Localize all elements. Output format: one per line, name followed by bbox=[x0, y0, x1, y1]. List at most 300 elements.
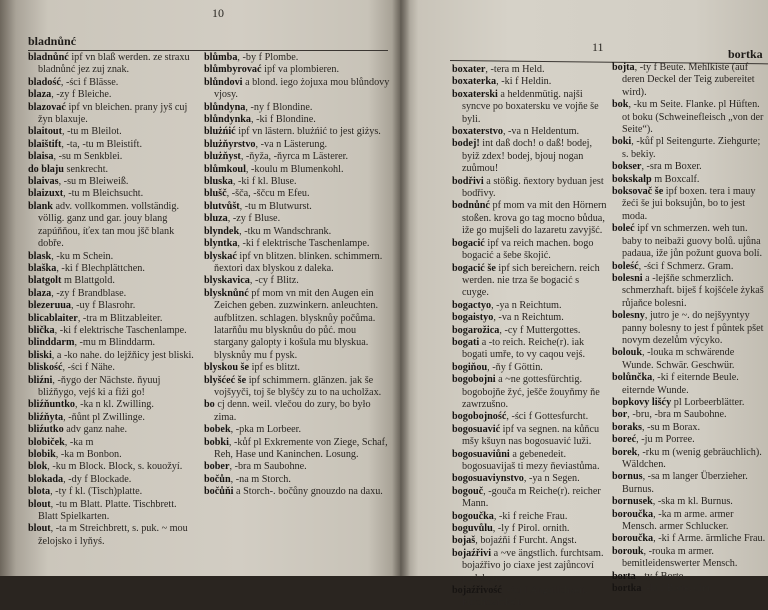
dictionary-entry bbox=[28, 337, 196, 349]
dictionary-entry bbox=[204, 52, 390, 64]
entry-headword: bogarožica bbox=[452, 324, 500, 336]
entry-definition: a heldenmütig. najši syncve po boxatersku ve vojňe še byli. bbox=[462, 88, 599, 125]
entry-definition: , -šča, -ščcu m Efeu. bbox=[226, 188, 310, 200]
entry-definition: , -va n Lästerung. bbox=[255, 138, 328, 150]
entry-headword: bliźni bbox=[28, 374, 53, 386]
left-page bbox=[0, 0, 400, 576]
entry-headword: blazovać bbox=[28, 101, 66, 113]
entry-definition: , -tra m Blitzableiter. bbox=[77, 312, 163, 324]
entry-definition: a -to reich. Reiche(r). iak bogati umře, to vy caqou vejś. bbox=[462, 336, 586, 361]
entry-definition: cj denn. weil. vlečou do zury, bo było zima. bbox=[214, 399, 371, 423]
entry-definition: ipf vn blitzen. blinken. schimmern. ňextori dax blyskou z daleka. bbox=[214, 250, 383, 274]
entry-definition: , -na m Storch. bbox=[230, 473, 291, 485]
entry-definition: ipf schimmern. glänzen. jak še vojšyyči, toj še blyšćy zu to na ucholžax. bbox=[214, 374, 382, 398]
entry-headword: blicablaiter bbox=[28, 312, 78, 324]
dictionary-entry bbox=[204, 226, 390, 238]
entry-definition: , -ny f Blondine. bbox=[245, 101, 313, 113]
dictionary-entry bbox=[28, 275, 196, 287]
entry-headword: bogaistyo bbox=[452, 312, 494, 324]
entry-definition: , -su m Bleiweiß. bbox=[58, 176, 129, 188]
dictionary-entry bbox=[204, 151, 390, 163]
dictionary-entry bbox=[28, 362, 196, 374]
right-guide-word: bortka bbox=[728, 47, 763, 61]
entry-definition: , -kůf pl Seitengurte. Ziehgurte; s. bekiy. bbox=[622, 136, 761, 160]
entry-definition: , -dy f Blockade. bbox=[63, 473, 132, 485]
entry-headword: boroučka bbox=[612, 508, 654, 520]
dictionary-entry bbox=[28, 412, 196, 424]
entry-headword: bliźňuntko bbox=[28, 399, 75, 411]
entry-headword: blobik bbox=[28, 449, 56, 460]
entry-headword: blaisa bbox=[28, 151, 54, 163]
entry-definition: , -ta, -tu m Bleistift. bbox=[61, 138, 143, 150]
entry-definition: ipf va segnen. na kůňcu mšy kšuyn nas bogosuavić luži. bbox=[462, 423, 600, 448]
entry-definition: a stößig. ňextory byduan jest bodřivy. bbox=[462, 175, 604, 200]
dictionary-entry bbox=[452, 89, 608, 126]
dictionary-entry bbox=[28, 126, 196, 138]
entry-headword: bodej! bbox=[452, 138, 480, 150]
entry-headword: boreć bbox=[612, 434, 637, 446]
dictionary-entry bbox=[612, 546, 768, 571]
entry-definition: , -ki f reiche Frau. bbox=[493, 510, 568, 522]
entry-definition: , -bra m Saubohne. bbox=[229, 461, 307, 473]
dictionary-entry bbox=[28, 77, 196, 89]
entry-definition: , -zy f Bleiche. bbox=[51, 89, 112, 101]
entry-headword: bober bbox=[204, 461, 230, 473]
dictionary-entry bbox=[612, 447, 768, 472]
entry-headword: bliźňyta bbox=[28, 411, 64, 423]
entry-definition: , -ści f Ängstlichkeit. Furchtsamkeit. bbox=[462, 585, 588, 609]
dictionary-entry bbox=[204, 238, 390, 250]
entry-definition: , -ki f Blondine. bbox=[251, 114, 316, 126]
right-column-2 bbox=[612, 62, 768, 595]
dictionary-entry bbox=[204, 114, 390, 126]
entry-headword: blyndek bbox=[204, 225, 240, 237]
entry-headword: boxaterstvo bbox=[452, 126, 503, 138]
entry-definition: , -tera m Held. bbox=[485, 64, 545, 75]
entry-headword: blůmba bbox=[204, 52, 238, 63]
entry-definition: ipf sich bereichern. reich werden. nie trza še bogacić s cuyge. bbox=[462, 262, 600, 299]
entry-headword: bliski bbox=[28, 349, 52, 361]
entry-headword: bliskość bbox=[28, 362, 63, 374]
dictionary-entry bbox=[452, 449, 608, 474]
dictionary-entry bbox=[28, 52, 196, 77]
dictionary-entry bbox=[28, 188, 196, 200]
dictionary-entry bbox=[204, 362, 390, 374]
dictionary-entry bbox=[612, 186, 768, 223]
entry-definition: , -cy f Muttergottes. bbox=[499, 324, 581, 336]
entry-definition: , -by f Plombe. bbox=[237, 52, 299, 63]
entry-headword: boksovač še bbox=[612, 186, 664, 198]
entry-headword: bokser bbox=[612, 161, 642, 173]
dictionary-entry bbox=[28, 499, 196, 524]
entry-definition: ipf va reich machen. bogo bogacić a šebe škojić. bbox=[462, 237, 594, 262]
dictionary-entry bbox=[204, 474, 390, 486]
entry-definition: adv ganz nahe. bbox=[63, 424, 128, 436]
entry-headword: bobki bbox=[204, 436, 229, 448]
entry-definition: , -tu m Blutwurst. bbox=[239, 200, 312, 212]
dictionary-entry bbox=[28, 102, 196, 127]
entry-definition: ipf va plombieren. bbox=[261, 64, 340, 76]
entry-headword: blůmkoul bbox=[204, 163, 246, 175]
entry-headword: blušč bbox=[204, 188, 227, 200]
entry-headword: blůndovi bbox=[204, 76, 243, 88]
entry-headword: blank bbox=[28, 200, 53, 212]
dictionary-entry bbox=[452, 511, 608, 523]
entry-definition: , -ty f Borte. bbox=[635, 570, 686, 582]
dictionary-entry bbox=[204, 139, 390, 151]
entry-headword: blyntka bbox=[204, 238, 238, 250]
entry-headword: borta bbox=[612, 570, 636, 582]
left-guide-word: bladnůnć bbox=[28, 34, 77, 48]
right-column-1 bbox=[452, 64, 608, 610]
dictionary-entry bbox=[204, 288, 390, 362]
entry-definition: int daß doch! o daß! bodej, byiž zdex! bodej, bjouj nogan zuůmou! bbox=[462, 138, 593, 175]
entry-headword: bojta bbox=[612, 62, 635, 73]
dictionary-entry bbox=[28, 523, 196, 548]
entry-definition: a ~ne gottesfürchtig. bogobojňe žyć, ješče žouyňmy ňe zawrzušno. bbox=[462, 374, 600, 410]
entry-definition: , -pka m Lorbeer. bbox=[230, 424, 302, 436]
entry-definition: , -ya n Segen. bbox=[523, 473, 580, 485]
dictionary-entry bbox=[612, 273, 768, 310]
dictionary-entry bbox=[452, 424, 608, 449]
dictionary-entry bbox=[452, 200, 608, 237]
entry-headword: boleść bbox=[612, 260, 639, 272]
dictionary-entry bbox=[452, 362, 608, 374]
dictionary-entry bbox=[204, 275, 390, 287]
entry-headword: bolouk bbox=[612, 347, 643, 359]
dictionary-entry bbox=[452, 64, 608, 76]
entry-headword: blużńić bbox=[204, 126, 236, 138]
dictionary-entry bbox=[28, 151, 196, 163]
entry-headword: bogiňou bbox=[452, 361, 488, 373]
entry-headword: bladość bbox=[28, 76, 61, 88]
dictionary-entry bbox=[28, 399, 196, 411]
dictionary-entry bbox=[28, 350, 196, 362]
entry-definition: , -ňyža, -ňyrca m Lästerer. bbox=[240, 151, 349, 163]
dictionary-entry bbox=[612, 496, 768, 508]
entry-headword: blaza bbox=[28, 287, 52, 299]
entry-headword: blaivas bbox=[28, 176, 59, 188]
right-page-number: 11 bbox=[592, 40, 604, 54]
entry-headword: blaitout bbox=[28, 126, 62, 138]
entry-definition: ipf es blitzt. bbox=[249, 362, 300, 374]
dictionary-entry bbox=[204, 126, 390, 138]
entry-headword: blaška bbox=[28, 262, 57, 274]
entry-headword: blyskou še bbox=[204, 362, 250, 374]
entry-headword: bočůňi bbox=[204, 486, 234, 498]
dictionary-entry bbox=[612, 99, 768, 136]
dictionary-entry bbox=[452, 126, 608, 138]
entry-definition: , -ty f kl. (Tisch)platte. bbox=[50, 486, 143, 498]
entry-headword: boxater bbox=[452, 64, 486, 75]
entry-headword: blička bbox=[28, 324, 55, 336]
entry-headword: bo bbox=[204, 399, 215, 411]
entry-definition: , -ki f Blechplättchen. bbox=[56, 262, 145, 274]
entry-definition: , -ki f kl. Bluse. bbox=[232, 176, 297, 188]
entry-definition: , -ści f Nähe. bbox=[62, 362, 115, 374]
entry-headword: bluska bbox=[204, 176, 233, 188]
entry-definition: , -va n Reichtum. bbox=[493, 312, 564, 324]
entry-definition: ipf vn bleichen. prany jyš cuj žyn blaxuje. bbox=[38, 101, 188, 126]
entry-definition: , -uy f Blasrohr. bbox=[71, 300, 136, 312]
entry-definition: a Storch-. bočůny gnouzdo na daxu. bbox=[233, 486, 383, 498]
left-page-number: 10 bbox=[212, 6, 224, 20]
entry-definition: , -ňygo der Nächste. ňyuuj bliźňygo, vejś ki a fiżi go! bbox=[38, 374, 161, 398]
entry-definition: , -ki f elektrische Taschenlampe. bbox=[237, 238, 370, 250]
dictionary-entry bbox=[204, 213, 390, 225]
entry-definition: pf mom va mit den Hörnern stoßen. krova go tag mocno bůdua, iže go mujšeli do lazaretu zavyjšć. bbox=[462, 200, 607, 237]
entry-headword: bolesni bbox=[612, 272, 643, 284]
entry-headword: boleć bbox=[612, 223, 635, 235]
dictionary-entry bbox=[204, 77, 390, 102]
entry-definition: ipf vn lästern. blużńić to jest giżys. bbox=[235, 126, 381, 138]
entry-definition: , -su m Senkblei. bbox=[53, 151, 123, 163]
dictionary-entry bbox=[28, 437, 196, 449]
dictionary-entry bbox=[204, 424, 390, 436]
entry-definition: m Blattgold. bbox=[61, 275, 115, 287]
dictionary-entry bbox=[452, 337, 608, 362]
entry-definition: , -bru, -bra m Saubohne. bbox=[627, 409, 727, 421]
entry-definition: , -ka m Bonbon. bbox=[55, 449, 122, 460]
dictionary-entry bbox=[452, 263, 608, 300]
entry-headword: blinddarm bbox=[28, 337, 75, 349]
dictionary-entry bbox=[204, 188, 390, 200]
dictionary-entry bbox=[612, 347, 768, 372]
entry-definition: , -ňůnt pl Zwillinge. bbox=[63, 411, 145, 423]
entry-headword: boxaterski bbox=[452, 88, 498, 100]
right-page bbox=[400, 0, 768, 609]
entry-headword: bogosuavić bbox=[452, 423, 501, 435]
entry-headword: blůmbyrovać bbox=[204, 64, 262, 76]
entry-headword: blaištift bbox=[28, 138, 62, 150]
entry-headword: borek bbox=[612, 446, 638, 458]
entry-headword: boraks bbox=[612, 421, 643, 433]
entry-definition: , -gouča m Reiche(r). reicher Mann. bbox=[462, 485, 601, 510]
dictionary-entry bbox=[612, 571, 768, 583]
dictionary-entry bbox=[612, 161, 768, 173]
entry-definition: , -ści f Gottesfurcht. bbox=[506, 411, 589, 423]
left-column-2 bbox=[204, 52, 390, 499]
entry-definition: , -mu m Blinddarm. bbox=[74, 337, 156, 349]
dictionary-entry bbox=[612, 471, 768, 496]
entry-headword: do blaju bbox=[28, 163, 64, 175]
dictionary-entry bbox=[452, 138, 608, 175]
dictionary-entry bbox=[452, 548, 608, 585]
dictionary-entry bbox=[28, 375, 196, 400]
entry-definition: , -ki f elektrische Taschenlampe. bbox=[54, 324, 187, 336]
entry-headword: blaizuxt bbox=[28, 188, 64, 200]
dictionary-entry bbox=[612, 422, 768, 434]
entry-definition: , -ści f Blässe. bbox=[60, 76, 119, 88]
entry-headword: bornusek bbox=[612, 496, 653, 508]
entry-headword: bokskalp bbox=[612, 173, 652, 185]
dictionary-entry bbox=[612, 509, 768, 534]
dictionary-entry bbox=[28, 449, 196, 461]
dictionary-entry bbox=[612, 62, 768, 99]
entry-definition: , -ki f eiternde Beule. eiternde Wunde. bbox=[622, 372, 739, 396]
dictionary-entry bbox=[452, 374, 608, 411]
book-gutter bbox=[392, 0, 410, 576]
entry-definition: a ~ve ängstlich. furchtsam. bojaźřivo jo ciaxe jest zajůncoví podobyn. bbox=[462, 547, 604, 584]
dictionary-entry bbox=[28, 300, 196, 312]
dictionary-entry bbox=[204, 176, 390, 188]
entry-definition: , -ňy f Göttin. bbox=[487, 361, 543, 373]
entry-definition: , -tu m Bleilot. bbox=[61, 126, 122, 138]
entry-definition: , -va n Heldentum. bbox=[502, 126, 580, 138]
entry-headword: bojaš bbox=[452, 535, 476, 547]
dictionary-entry bbox=[204, 251, 390, 276]
entry-definition: adv. vollkommen. vollständig. völlig. ganz und gar. jouy blang zapúňňou, íťex tan mou jšč blank dobře. bbox=[38, 200, 180, 250]
entry-definition: a -lejšňe schmerzlich. schmerzhaft. biješ f kojšćele żykaš růjaňce bolesni. bbox=[622, 272, 764, 309]
entry-headword: blobiček bbox=[28, 436, 65, 448]
left-header-rule bbox=[28, 50, 388, 51]
entry-headword: blokada bbox=[28, 473, 64, 485]
entry-headword: blout bbox=[28, 498, 51, 510]
dictionary-entry bbox=[28, 325, 196, 337]
entry-definition: , -rku m (wenig gebräuchlich). Wäldchen. bbox=[622, 446, 762, 470]
entry-headword: blůndyna bbox=[204, 101, 246, 113]
entry-definition: a gebenedeit. bogosuavijaš ti mezy ňeviastůma. bbox=[462, 448, 600, 472]
entry-definition: senkrecht. bbox=[63, 163, 109, 175]
entry-headword: bodřivi bbox=[452, 175, 484, 187]
entry-headword: bočůn bbox=[204, 473, 231, 485]
entry-headword: bogobojni bbox=[452, 374, 496, 386]
entry-headword: bogosuaviynstvo bbox=[452, 473, 524, 485]
entry-definition: pf mom vn mit den Augen ein Zeichen geben. zuzwinkern. anleuchten. aufblitzen. schlagen. blysknůy počůma. latarňůu mu blysknůu do půć. mou stargany galopty i košula mu blyskua. blysknůy mu f pysk. bbox=[214, 287, 379, 361]
entry-headword: bok bbox=[612, 99, 629, 111]
dictionary-entry bbox=[612, 174, 768, 186]
entry-headword: bolesny bbox=[612, 310, 645, 322]
entry-headword: blutvůšt bbox=[204, 200, 240, 212]
entry-definition: , -ki f Heldin. bbox=[496, 76, 552, 88]
entry-headword: bopkovy lišćy bbox=[612, 396, 672, 408]
entry-definition: a blond. iego żojuxa mou blůndovy vjosy. bbox=[214, 76, 390, 101]
dictionary-entry bbox=[28, 486, 196, 498]
dictionary-entry bbox=[452, 486, 608, 511]
dictionary-entry bbox=[612, 372, 768, 397]
dictionary-entry bbox=[452, 411, 608, 423]
entry-definition: , -ka n kl. Zwilling. bbox=[75, 399, 154, 411]
dictionary-entry bbox=[452, 585, 608, 610]
entry-headword: boguvůlu bbox=[452, 523, 493, 535]
entry-definition: ipf vn blaß werden. ze straxu bladnůnć jez zuj znak. bbox=[38, 52, 190, 76]
entry-headword: bogoučka bbox=[452, 510, 494, 522]
dictionary-entry bbox=[28, 461, 196, 473]
dictionary-entry bbox=[28, 474, 196, 486]
entry-definition: , -louka m schwärende Wunde. Schwär. Geschwür. bbox=[622, 347, 735, 371]
entry-definition: , -ki f Borte. dim bbox=[641, 583, 710, 595]
dictionary-entry bbox=[204, 64, 390, 76]
dictionary-entry bbox=[612, 409, 768, 421]
dictionary-entry bbox=[452, 300, 608, 312]
entry-definition: , a -ko nahe. do lejžňicy jest bliski. bbox=[51, 349, 194, 361]
dictionary-entry bbox=[204, 486, 390, 498]
entry-definition: , -ska m kl. Burnus. bbox=[652, 496, 733, 508]
dictionary-entry bbox=[28, 263, 196, 275]
dictionary-entry bbox=[452, 312, 608, 324]
entry-definition: ipf boxen. tera i mauy žeći še jui boksujůn, bo to jest moda. bbox=[622, 186, 756, 222]
entry-headword: blyskać bbox=[204, 250, 237, 262]
entry-headword: blůndynka bbox=[204, 114, 252, 126]
dictionary-entry bbox=[204, 399, 390, 424]
entry-headword: blask bbox=[28, 250, 52, 262]
entry-definition: , -ku m Schein. bbox=[51, 250, 114, 262]
dictionary-entry bbox=[452, 238, 608, 263]
entry-headword: blyskavica bbox=[204, 275, 250, 287]
dictionary-entry bbox=[452, 76, 608, 88]
dictionary-entry bbox=[612, 533, 768, 545]
entry-definition: , -cy f Blitz. bbox=[249, 275, 299, 287]
entry-headword: blużňyrstvo bbox=[204, 138, 256, 150]
entry-headword: bornus bbox=[612, 471, 643, 483]
entry-definition: , -ka m arme. armer Mensch. armer Schlucker. bbox=[622, 508, 734, 533]
entry-headword: bojaźřivi bbox=[452, 547, 492, 559]
entry-definition: , -su m Borax. bbox=[642, 421, 701, 433]
dictionary-entry bbox=[204, 201, 390, 213]
entry-headword: blysknůnć bbox=[204, 287, 249, 299]
dictionary-entry bbox=[28, 139, 196, 151]
entry-headword: bluza bbox=[204, 213, 228, 225]
dictionary-entry bbox=[204, 437, 390, 462]
dictionary-entry bbox=[28, 164, 196, 176]
entry-headword: boki bbox=[612, 136, 632, 148]
entry-definition: , -ki f Arme. ärmliche Frau. bbox=[653, 533, 766, 545]
dictionary-entry bbox=[28, 201, 196, 251]
entry-headword: blok bbox=[28, 461, 48, 473]
entry-definition: , -tku m Wandschrank. bbox=[239, 225, 332, 237]
dictionary-entry bbox=[28, 288, 196, 300]
entry-headword: blużňyst bbox=[204, 151, 241, 163]
dictionary-entry bbox=[204, 102, 390, 114]
entry-definition: , -ju m Porree. bbox=[636, 434, 695, 446]
entry-headword: bolůnčka bbox=[612, 372, 653, 384]
entry-headword: blyšćeć še bbox=[204, 374, 247, 386]
entry-definition: , -tu m Blatt. Platte. Tischbrett. Blatt Spielkarten. bbox=[38, 498, 177, 523]
dictionary-entry bbox=[452, 325, 608, 337]
entry-headword: bogobojność bbox=[452, 411, 507, 423]
dictionary-entry bbox=[28, 251, 196, 263]
entry-headword: bogactyo bbox=[452, 299, 492, 311]
dictionary-entry bbox=[612, 310, 768, 347]
entry-definition: , -ku m Seite. Flanke. pl Hüften. ot boku (Schweinefleisch „von der Seite“). bbox=[622, 99, 764, 136]
entry-definition: pl Lorbeerblätter. bbox=[671, 396, 745, 408]
dictionary-entry bbox=[452, 176, 608, 201]
dictionary-entry bbox=[452, 535, 608, 547]
entry-headword: blatgolt bbox=[28, 275, 62, 287]
entry-headword: bor bbox=[612, 409, 628, 421]
dictionary-entry bbox=[204, 375, 390, 400]
entry-definition: m Boxcalf. bbox=[651, 173, 700, 185]
entry-headword: bobek bbox=[204, 424, 231, 436]
entry-headword: boroučka bbox=[612, 533, 654, 545]
entry-headword: bogacić bbox=[452, 237, 485, 249]
entry-headword: bogacić še bbox=[452, 262, 496, 274]
entry-headword: bliźutko bbox=[28, 424, 64, 436]
dictionary-entry bbox=[612, 397, 768, 409]
dictionary-entry bbox=[28, 313, 196, 325]
entry-headword: bladnůnć bbox=[28, 52, 69, 63]
entry-definition: , jutro je ~. do nejšyyntyy panny bolesny to jest f půntek pšet novym dezelům výcyko. bbox=[622, 310, 764, 346]
dictionary-entry bbox=[204, 164, 390, 176]
entry-headword: bogati bbox=[452, 336, 480, 348]
dictionary-entry bbox=[612, 261, 768, 273]
entry-headword: blout bbox=[28, 523, 51, 535]
entry-definition: , -ści f Schmerz. Gram. bbox=[638, 260, 734, 272]
dictionary-entry bbox=[612, 434, 768, 446]
dictionary-entry bbox=[28, 176, 196, 188]
dictionary-entry bbox=[28, 89, 196, 101]
entry-definition: , -ku m Block. Block, s. kouožyí. bbox=[47, 461, 183, 473]
